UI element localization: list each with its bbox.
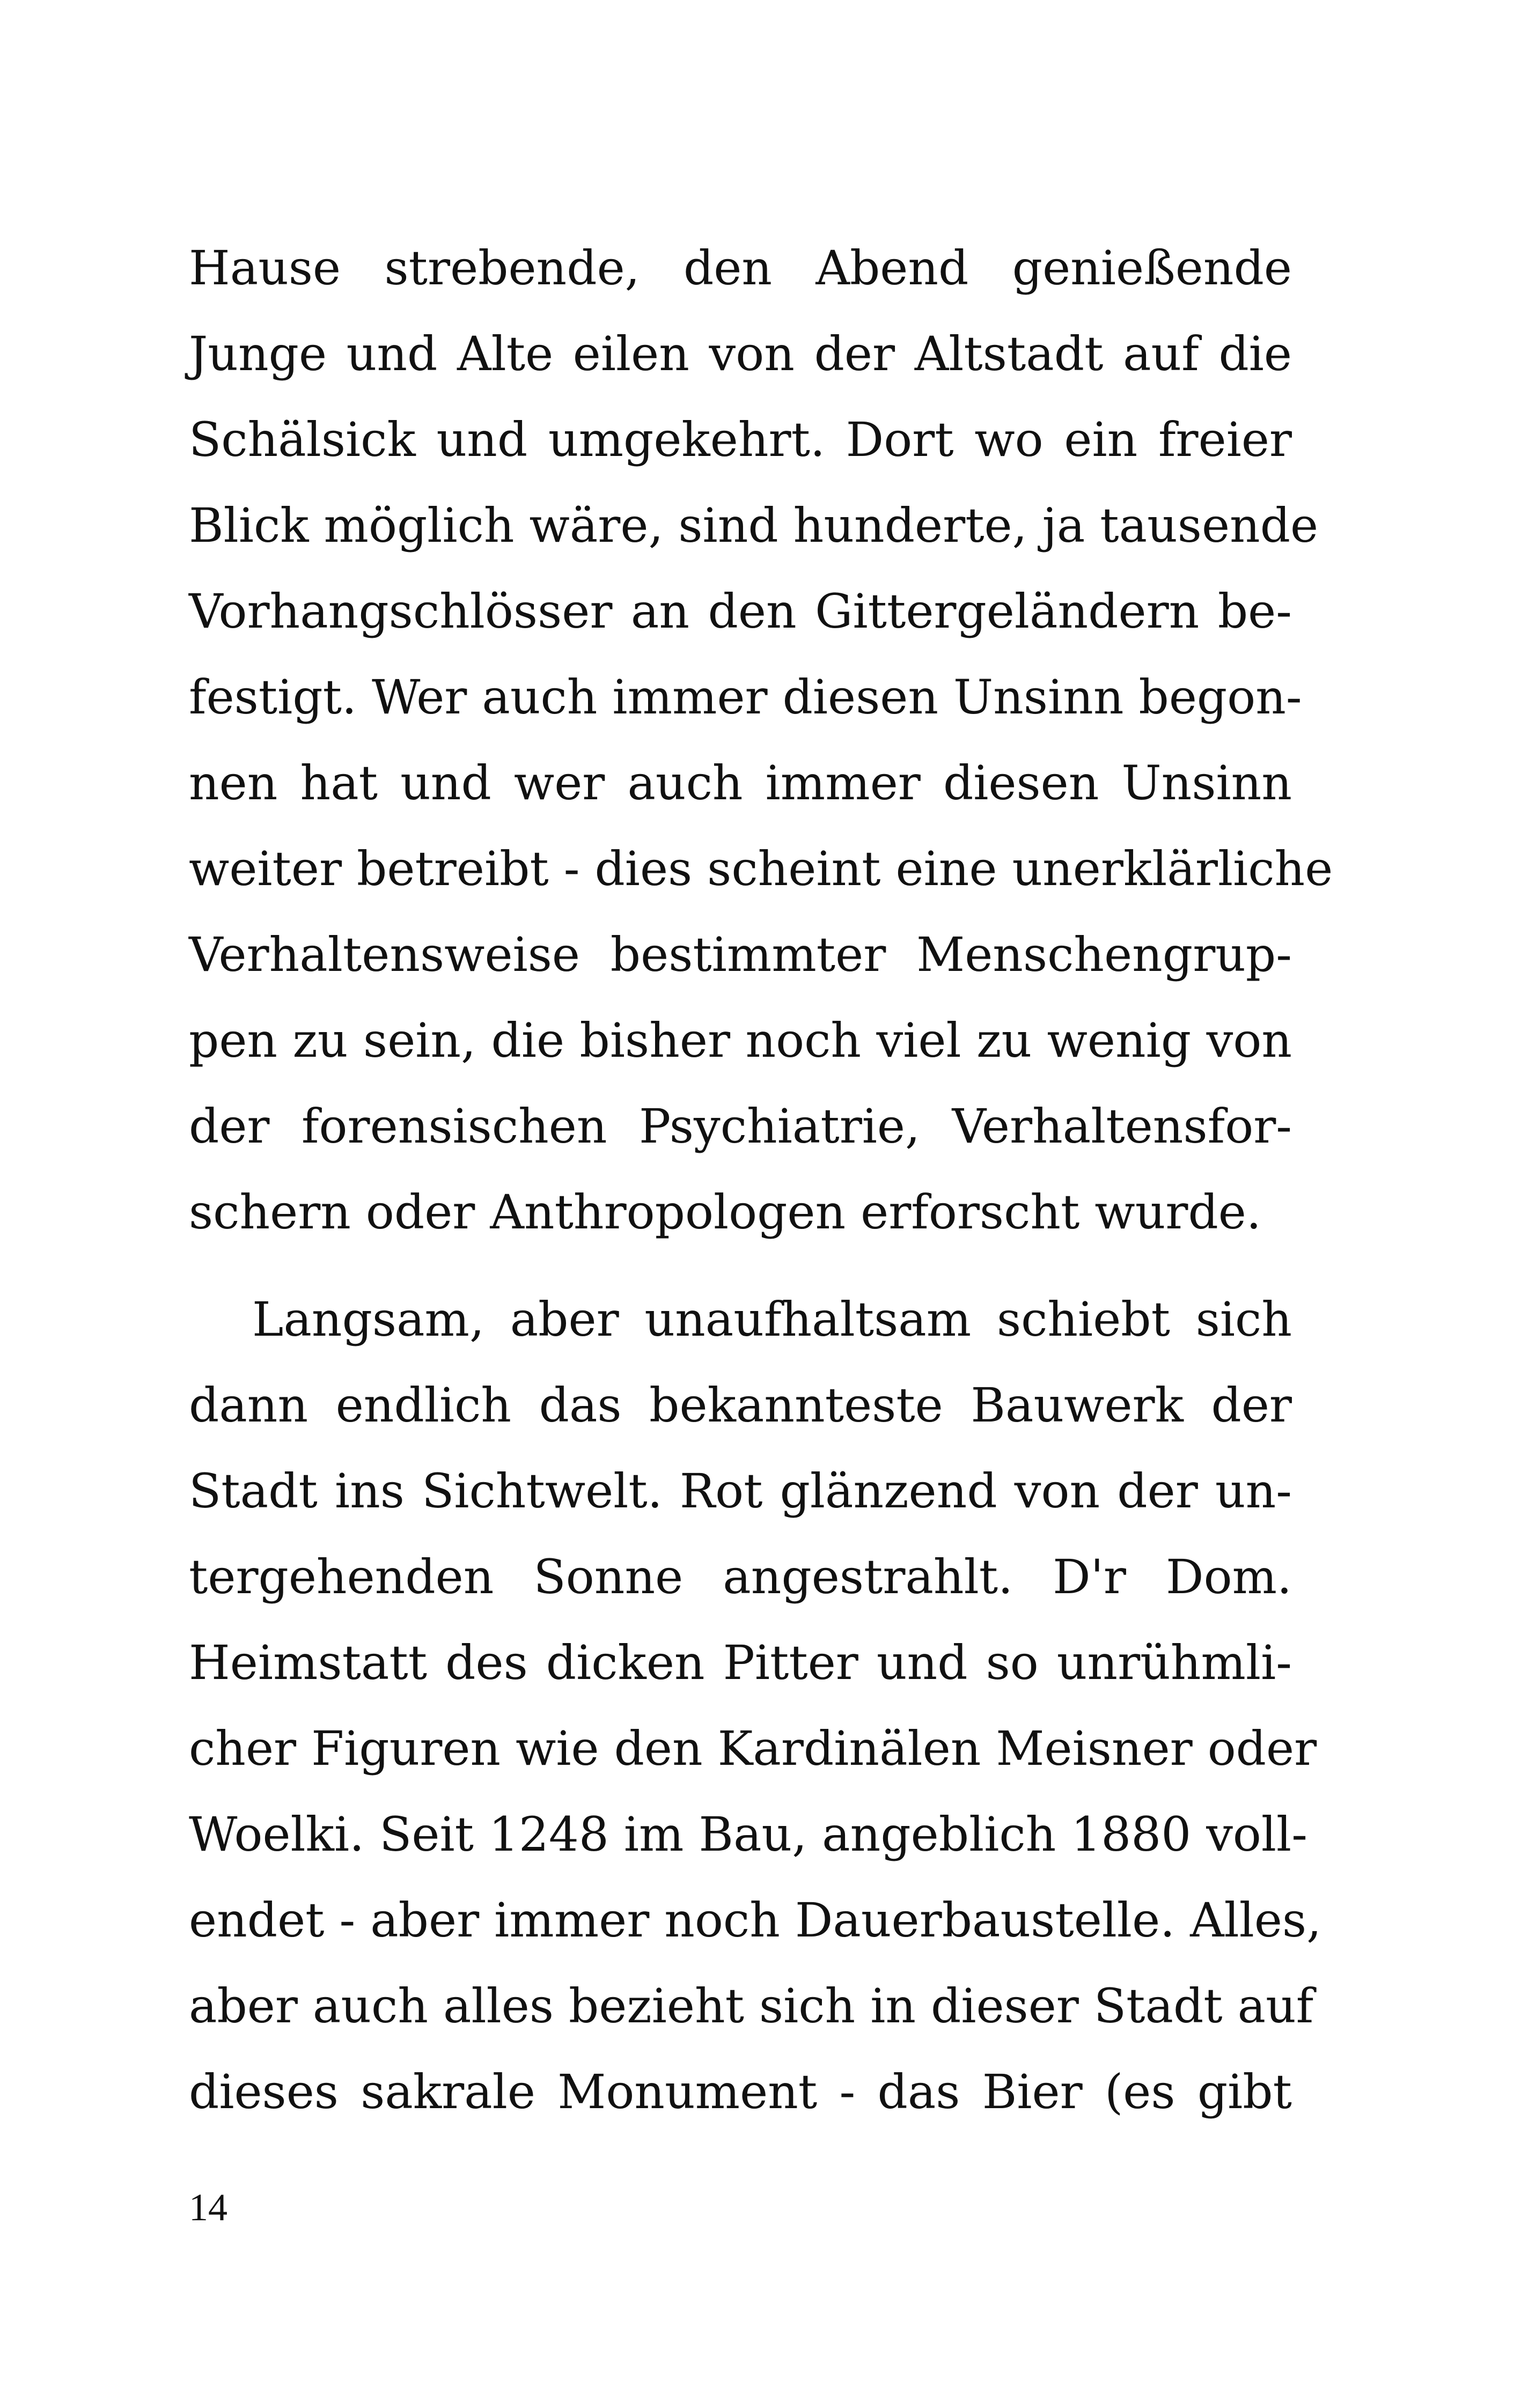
text-line: weiter betreibt - dies scheint eine unerklärliche (189, 841, 1333, 896)
text-line: Langsam, aber unaufhaltsam schiebt sich (252, 1292, 1292, 1347)
text-line: der forensischen Psychiatrie, Verhaltensfor- (189, 1099, 1292, 1154)
text-line: Hause strebende, den Abend genießende (189, 240, 1292, 296)
text-line: Vorhangschlösser an den Gittergeländern be- (189, 584, 1292, 639)
paragraph-2 (189, 1277, 1322, 2135)
text-line: Stadt ins Sichtwelt. Rot glänzend von der un- (189, 1463, 1292, 1519)
text-line: nen hat und wer auch immer diesen Unsinn (189, 755, 1292, 811)
text-line: tergehenden Sonne angestrahlt. D'r Dom. (189, 1549, 1292, 1604)
text-line: Heimstatt des dicken Pitter und so unrühmli- (189, 1635, 1292, 1690)
text-line: dieses sakrale Monument - das Bier (es gibt (189, 2064, 1292, 2119)
text-line: cher Figuren wie den Kardinälen Meisner oder (189, 1721, 1317, 1776)
paragraph-1 (189, 225, 1333, 1255)
text-line: endet - aber immer noch Dauerbaustelle. Alles, (189, 1892, 1322, 1948)
text-line: Verhaltensweise bestimmter Menschengrup- (189, 927, 1292, 982)
text-line: Schälsick und umgekehrt. Dort wo ein freier (189, 412, 1292, 467)
text-line: Junge und Alte eilen von der Altstadt auf die (189, 326, 1292, 381)
text-line: schern oder Anthropologen erforscht wurde. (189, 1184, 1261, 1240)
text-line: dann endlich das bekannteste Bauwerk der (189, 1378, 1292, 1433)
text-line: pen zu sein, die bisher noch viel zu wenig von (189, 1013, 1292, 1068)
text-line: aber auch alles bezieht sich in dieser Stadt auf (189, 1978, 1314, 2034)
text-line: festigt. Wer auch immer diesen Unsinn begon- (189, 669, 1302, 725)
page-number: 14 (189, 2186, 227, 2229)
text-line: Woelki. Seit 1248 im Bau, angeblich 1880 voll- (189, 1807, 1307, 1862)
text-line: Blick möglich wäre, sind hunderte, ja tausende (189, 498, 1319, 553)
